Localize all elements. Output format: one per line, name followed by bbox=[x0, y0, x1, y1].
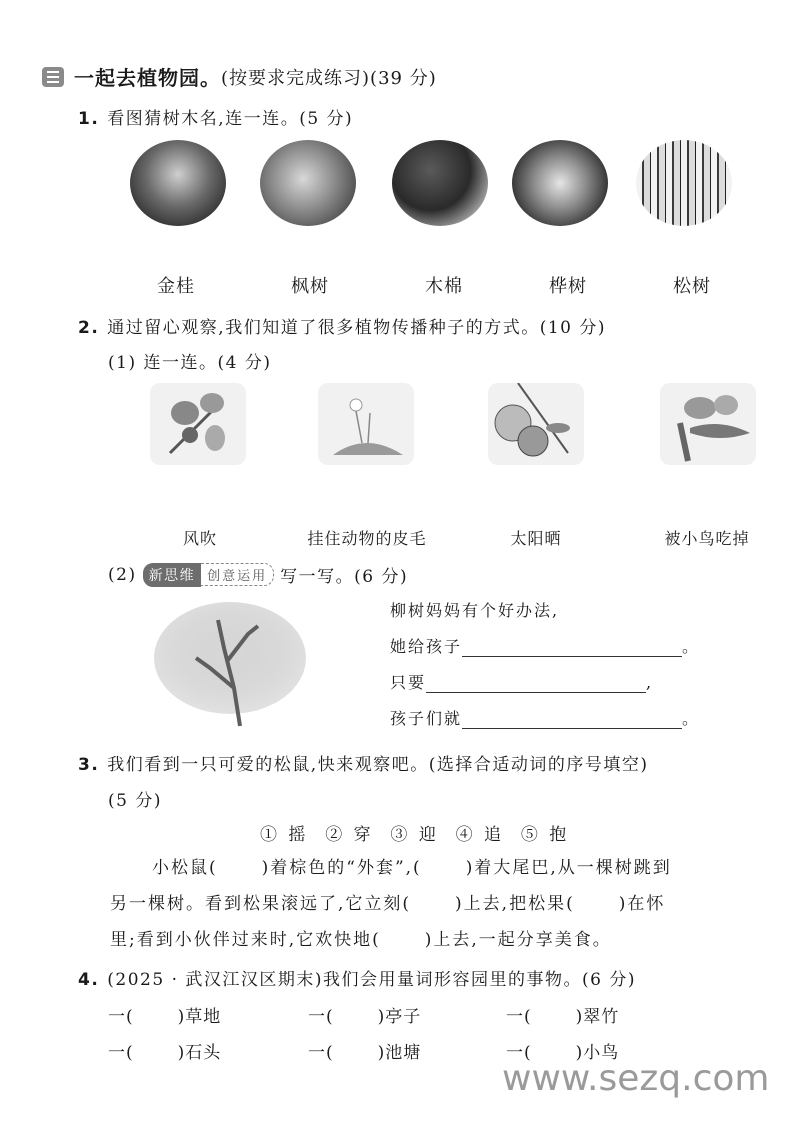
tree-label: 枫树 bbox=[291, 276, 329, 297]
poem-line-4: 孩子们就 。 bbox=[390, 709, 701, 728]
poem-line-2: 她给孩子 。 bbox=[390, 637, 701, 656]
measure-word-item: 一( )草地 bbox=[108, 1007, 222, 1027]
tree-label: 金桂 bbox=[157, 276, 195, 297]
question-text: (2025 · 武汉江汉区期末)我们会用量词形容园里的事物。(6 分) bbox=[107, 970, 637, 990]
measure-word-item: 一( )小鸟 bbox=[506, 1043, 620, 1063]
verb-options: ① 摇 ② 穿 ③ 迎 ④ 追 ⑤ 抱 bbox=[260, 825, 570, 845]
squirrel-paragraph: 小松鼠( )着棕色的“外套”,( )着大尾巴,从一棵树跳到 另一棵树。看到松果滚远了,它立刻( )上去,把松果( )在怀 里;看到小伙伴过来时,它欢快地( )上去,一起分享美食。 bbox=[110, 858, 672, 950]
question-text: 看图猜树木名,连一连。(5 分) bbox=[107, 109, 354, 129]
poem-line-1: 柳树妈妈有个好办法, bbox=[390, 601, 560, 620]
tree-label: 松树 bbox=[673, 276, 711, 297]
plant-cocklebur bbox=[150, 383, 246, 465]
measure-word-item: 一( )石头 bbox=[108, 1043, 222, 1063]
question-2 bbox=[78, 313, 606, 338]
part-number: (2) bbox=[108, 564, 137, 585]
tree-photo-3 bbox=[392, 140, 488, 226]
tree-photo-4 bbox=[512, 140, 608, 226]
question-3 bbox=[78, 750, 648, 775]
tree-photo-2 bbox=[260, 140, 356, 226]
poem-line-3: 只要 , bbox=[390, 673, 654, 692]
measure-word-item: 一( )池塘 bbox=[308, 1043, 422, 1063]
question-number: 4. bbox=[78, 970, 100, 990]
question-text: 我们看到一只可爱的松鼠,快来观察吧。(选择合适动词的序号填空) bbox=[107, 755, 649, 775]
new-thinking-badge bbox=[143, 563, 275, 587]
answer-blank[interactable] bbox=[462, 638, 682, 657]
question-4 bbox=[78, 965, 636, 990]
dispersal-label: 风吹 bbox=[182, 529, 217, 548]
watermark: www.sezq.com bbox=[502, 1058, 770, 1099]
tree-label: 桦树 bbox=[549, 276, 587, 297]
question-number: 2. bbox=[78, 318, 100, 338]
willow-tree-icon bbox=[148, 598, 308, 730]
section-header bbox=[42, 62, 437, 91]
measure-word-item: 一( )翠竹 bbox=[506, 1007, 620, 1027]
question-number: 3. bbox=[78, 755, 100, 775]
question-number: 1. bbox=[78, 109, 100, 129]
question-text: 通过留心观察,我们知道了很多植物传播种子的方式。(10 分) bbox=[107, 318, 606, 338]
section-note: (按要求完成练习)(39 分) bbox=[221, 67, 437, 89]
dispersal-label: 挂住动物的皮毛 bbox=[307, 529, 427, 548]
tree-label: 木棉 bbox=[425, 276, 463, 297]
pomegranate-icon bbox=[488, 383, 584, 465]
part-text: 写一写。(6 分) bbox=[280, 567, 409, 587]
measure-word-item: 一( )亭子 bbox=[308, 1007, 422, 1027]
question-3-score: (5 分) bbox=[108, 791, 162, 811]
question-2-part-2 bbox=[108, 562, 408, 587]
pea-pod-icon bbox=[660, 383, 756, 465]
question-2-part-1: (1) 连一连。(4 分) bbox=[108, 353, 272, 373]
answer-blank[interactable] bbox=[462, 710, 682, 729]
tree-photo-1 bbox=[130, 140, 226, 226]
answer-blank[interactable] bbox=[426, 674, 646, 693]
dandelion-icon bbox=[318, 383, 414, 465]
leaf-branch-icon bbox=[150, 383, 246, 465]
plant-pea-pod bbox=[660, 383, 756, 465]
badge-main: 新思维 bbox=[143, 563, 202, 587]
dispersal-label: 太阳晒 bbox=[510, 529, 562, 548]
section-title: 一起去植物园。 bbox=[74, 66, 221, 90]
plant-pomegranate bbox=[488, 383, 584, 465]
badge-sub: 创意运用 bbox=[201, 563, 274, 586]
willow-tree-image bbox=[148, 598, 308, 730]
plant-dandelion bbox=[318, 383, 414, 465]
dispersal-label: 被小鸟吃掉 bbox=[664, 529, 750, 548]
question-1 bbox=[78, 104, 353, 129]
section-three-icon bbox=[42, 67, 64, 87]
tree-photo-5 bbox=[636, 140, 732, 226]
